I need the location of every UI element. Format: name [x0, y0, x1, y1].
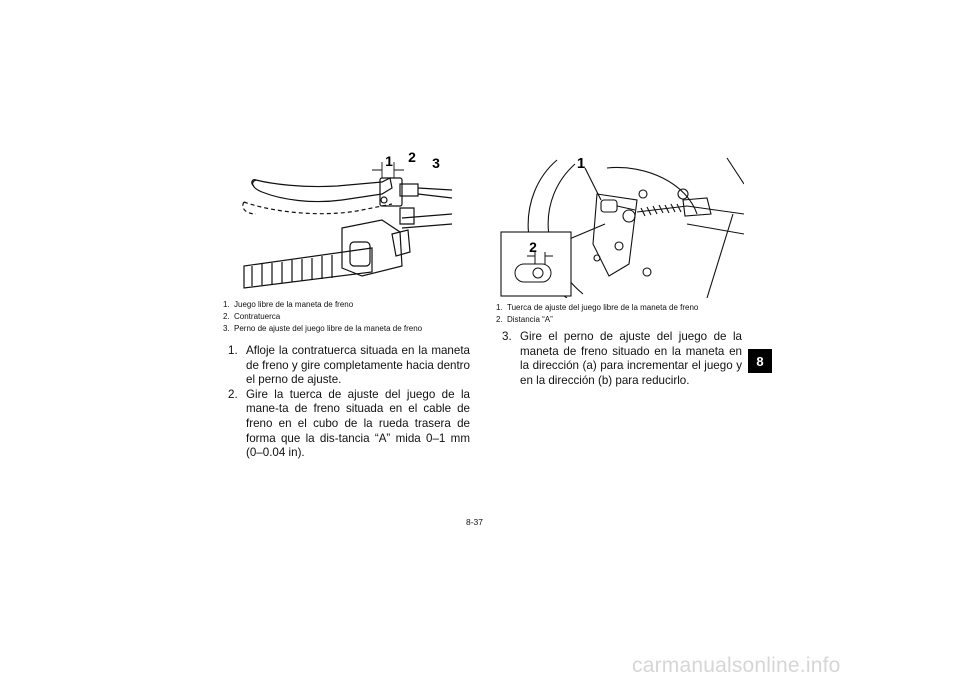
figure-right-captions: [496, 302, 756, 326]
step-item: [228, 388, 470, 461]
chapter-tab: 8: [748, 349, 772, 373]
steps-right: [502, 330, 742, 388]
caption-text: Distancia “A”: [507, 315, 553, 324]
caption-row: [223, 323, 483, 335]
step-text: Gire la tuerca de ajuste del juego de la mane-ta de freno situada en el cable de freno en el cubo de la rueda trasera de forma que la dis-tancia “A” mida 0–1 mm (0–0.04 in).: [246, 387, 470, 460]
caption-text: Tuerca de ajuste del juego libre de la maneta de freno: [507, 303, 699, 312]
caption-row: [496, 302, 756, 314]
callout-1: 1: [385, 153, 393, 169]
caption-row: [223, 299, 483, 311]
page-number: 8-37: [466, 517, 484, 527]
caption-text: Perno de ajuste del juego libre de la maneta de freno: [234, 324, 423, 333]
steps-left: [228, 344, 470, 461]
step-number: 3.: [502, 330, 512, 343]
caption-num: 3.: [223, 324, 230, 333]
callout-1: 1: [576, 155, 586, 172]
caption-text: Contratuerca: [234, 312, 281, 321]
caption-num: 1.: [223, 300, 230, 309]
caption-num: 2.: [223, 312, 230, 321]
step-text: Gire el perno de ajuste del juego de la maneta de freno situado en la maneta en la dirección (a) para incrementar el juego y en la dirección (b) para reducirlo.: [520, 330, 742, 387]
step-text: Afloje la contratuerca situada en la maneta de freno y gire completamente hacia dentro el perno de ajuste.: [246, 344, 470, 387]
caption-text: Juego libre de la maneta de freno: [234, 300, 354, 309]
caption-row: [223, 311, 483, 323]
step-item: [228, 344, 470, 388]
rear-brake-illustration: [497, 154, 744, 298]
caption-num: 2.: [496, 315, 503, 324]
watermark: carmanualsonline.info: [632, 654, 841, 677]
caption-row: [496, 314, 756, 326]
brake-lever-illustration: [232, 148, 454, 296]
step-number: 2.: [228, 387, 238, 401]
caption-num: 1.: [496, 303, 503, 312]
callout-2: 2: [408, 149, 416, 165]
callout-2: 2: [529, 239, 537, 255]
step-number: 1.: [228, 344, 238, 357]
figure-left-captions: [223, 299, 483, 335]
step-item: [502, 330, 742, 388]
callout-3: 3: [432, 155, 440, 171]
